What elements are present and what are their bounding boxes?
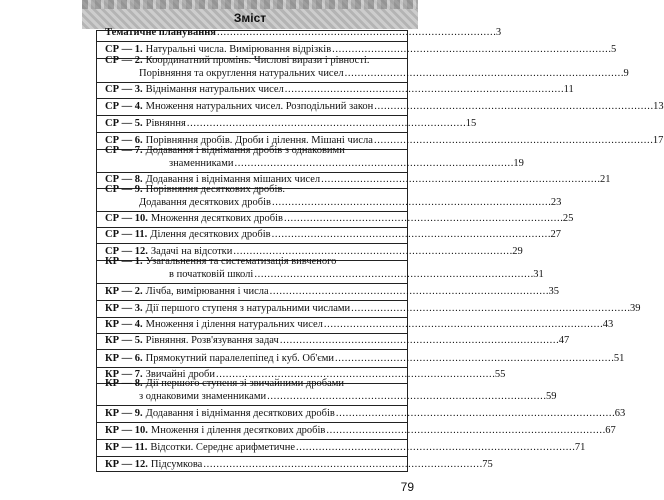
toc-title: Задачі на відсотки (150, 245, 233, 257)
toc-page: 75 (482, 458, 493, 470)
page-title: Зміст (233, 11, 267, 25)
toc-page: 31 (533, 268, 544, 280)
toc-title-continued: з однаковими знаменниками (139, 390, 267, 402)
toc-page: 15 (465, 117, 477, 129)
toc-code: СР — 2. (105, 55, 143, 66)
toc-page: 71 (574, 441, 586, 453)
dot-leader (285, 84, 563, 97)
toc-title: Узагальнення та систематизація вивченого (145, 256, 337, 267)
toc-row (97, 301, 641, 318)
toc-code: СР — 6. (105, 134, 143, 146)
dot-leader (351, 303, 629, 316)
toc-code: СР — 10. (105, 212, 148, 224)
toc-code: КР — 10. (105, 424, 148, 436)
toc-row (97, 26, 502, 42)
toc-page: 25 (562, 212, 574, 224)
toc-code: КР — 7. (105, 368, 143, 380)
dot-leader (326, 425, 604, 438)
toc-code: КР — 9. (105, 407, 143, 419)
toc-page: 11 (563, 83, 574, 95)
toc-title: Тематичне планування (105, 26, 216, 38)
dot-leader (374, 101, 652, 114)
toc-page: 35 (548, 285, 560, 297)
dot-leader (374, 135, 652, 148)
toc-title: Віднімання натуральних чисел (145, 83, 284, 95)
toc-title: Прямокутний паралелепіпед і куб. Об'єми (145, 352, 334, 364)
toc-page: 13 (653, 100, 664, 112)
toc-page: 43 (602, 318, 614, 330)
toc-row (97, 457, 493, 473)
toc-row (97, 318, 614, 334)
dot-leader (234, 158, 512, 171)
toc-page: 47 (558, 334, 570, 346)
toc-code: СР — 8. (105, 173, 143, 185)
page-number: 79 (400, 480, 414, 494)
toc-title: Додавання і віднімання дробів з однаковими (145, 145, 345, 156)
dot-leader (336, 408, 614, 421)
dot-leader (217, 27, 495, 40)
toc-row (97, 212, 574, 228)
toc-code: КР — 12. (105, 458, 148, 470)
toc-page: 51 (613, 352, 625, 364)
toc-code: СР — 3. (105, 83, 143, 95)
toc-title: Множення натуральних чисел. Розподільний закон (145, 100, 374, 112)
table-of-contents (96, 26, 664, 472)
toc-title: Порівняння дробів. Дроби і ділення. Мішані числа (145, 134, 373, 146)
dot-leader (203, 459, 481, 472)
toc-code: СР — 12. (105, 245, 148, 257)
toc-code: КР — 4. (105, 318, 143, 330)
toc-code: КР — 5. (105, 334, 143, 346)
toc-code: КР — 6. (105, 352, 143, 364)
toc-title: Додавання і віднімання десяткових дробів (145, 407, 335, 419)
toc-title-continued: знаменниками (169, 157, 234, 169)
toc-row (97, 423, 616, 440)
toc-row (97, 83, 574, 99)
toc-page: 59 (545, 390, 557, 402)
toc-title: Множення десяткових дробів (150, 212, 283, 224)
toc-page: 21 (600, 173, 611, 185)
toc-code: СР — 5. (105, 117, 143, 129)
toc-row (97, 145, 524, 173)
toc-code: КР — 3. (105, 302, 143, 314)
toc-page: 27 (550, 228, 562, 240)
header-band (82, 0, 418, 29)
dot-leader (254, 269, 532, 282)
toc-row (97, 378, 557, 406)
toc-page: 19 (513, 157, 524, 169)
toc-title: Множення і ділення натуральних чисел (145, 318, 323, 330)
toc-title: Лічба, вимірювання і числа (145, 285, 269, 297)
toc-page: 67 (605, 424, 616, 436)
toc-title: Додавання і віднімання мішаних чисел (145, 173, 321, 185)
toc-row (97, 55, 629, 83)
toc-page: 3 (495, 26, 502, 38)
dot-leader (335, 353, 613, 366)
toc-page: 39 (630, 302, 641, 314)
toc-row (97, 256, 544, 284)
toc-title-continued: Порівняння та округлення натуральних чисел (139, 67, 344, 79)
toc-page: 9 (623, 67, 629, 79)
toc-code: СР — 7. (105, 145, 143, 156)
toc-code: СР — 11. (105, 228, 148, 240)
toc-title: Рівняння. Розв'язування задач (145, 334, 279, 346)
toc-title: Підсумкова (150, 458, 203, 470)
dot-leader (272, 197, 550, 210)
toc-code: СР — 1. (105, 43, 143, 55)
dot-leader (187, 118, 465, 131)
toc-page: 63 (614, 407, 626, 419)
toc-row (97, 284, 560, 301)
toc-title: Звичайні дроби (145, 368, 216, 380)
toc-code: КР — 2. (105, 285, 143, 297)
toc-row (97, 334, 570, 350)
toc-title: Відсотки. Середнє арифметичне (150, 441, 295, 453)
toc-title: Рівняння (145, 117, 186, 129)
dot-leader (345, 68, 623, 81)
toc-code: СР — 9. (105, 184, 143, 195)
dot-leader (324, 319, 602, 332)
toc-code: КР — 11. (105, 441, 148, 453)
dot-leader (296, 442, 574, 455)
dot-leader (284, 213, 562, 226)
toc-row (97, 406, 626, 423)
toc-title: Координатний промінь. Числові вирази і рівності. (145, 55, 370, 66)
toc-page: 29 (512, 245, 523, 257)
dot-leader (270, 286, 548, 299)
toc-page: 55 (494, 368, 506, 380)
toc-row (97, 99, 664, 116)
toc-row (97, 116, 477, 133)
toc-code: КР — 1. (105, 256, 143, 267)
toc-title: Ділення десяткових дробів (150, 228, 271, 240)
toc-title: Дії першого ступеня з натуральними числами (145, 302, 351, 314)
toc-title: Множення і ділення десяткових дробів (150, 424, 326, 436)
toc-page: 23 (550, 196, 562, 208)
dot-leader (267, 391, 545, 404)
dot-leader (272, 229, 550, 242)
toc-title-continued: Додавання десяткових дробів (139, 196, 271, 208)
toc-page: 5 (611, 43, 617, 55)
toc-code: СР — 4. (105, 100, 143, 112)
toc-title-continued: в початковій школі (169, 268, 254, 280)
toc-row (97, 440, 586, 457)
toc-code: КР — 8. (105, 378, 143, 389)
toc-title: Порівняння десяткових дробів. (145, 184, 286, 195)
toc-title: Натуральні числа. Вимірювання відрізків (145, 43, 332, 55)
dot-leader (280, 335, 558, 348)
toc-row (97, 350, 625, 368)
toc-row (97, 228, 562, 244)
toc-page: 17 (652, 134, 664, 146)
toc-title: Дії першого ступеня зі звичайними дробами (145, 378, 344, 389)
toc-row (97, 184, 562, 212)
